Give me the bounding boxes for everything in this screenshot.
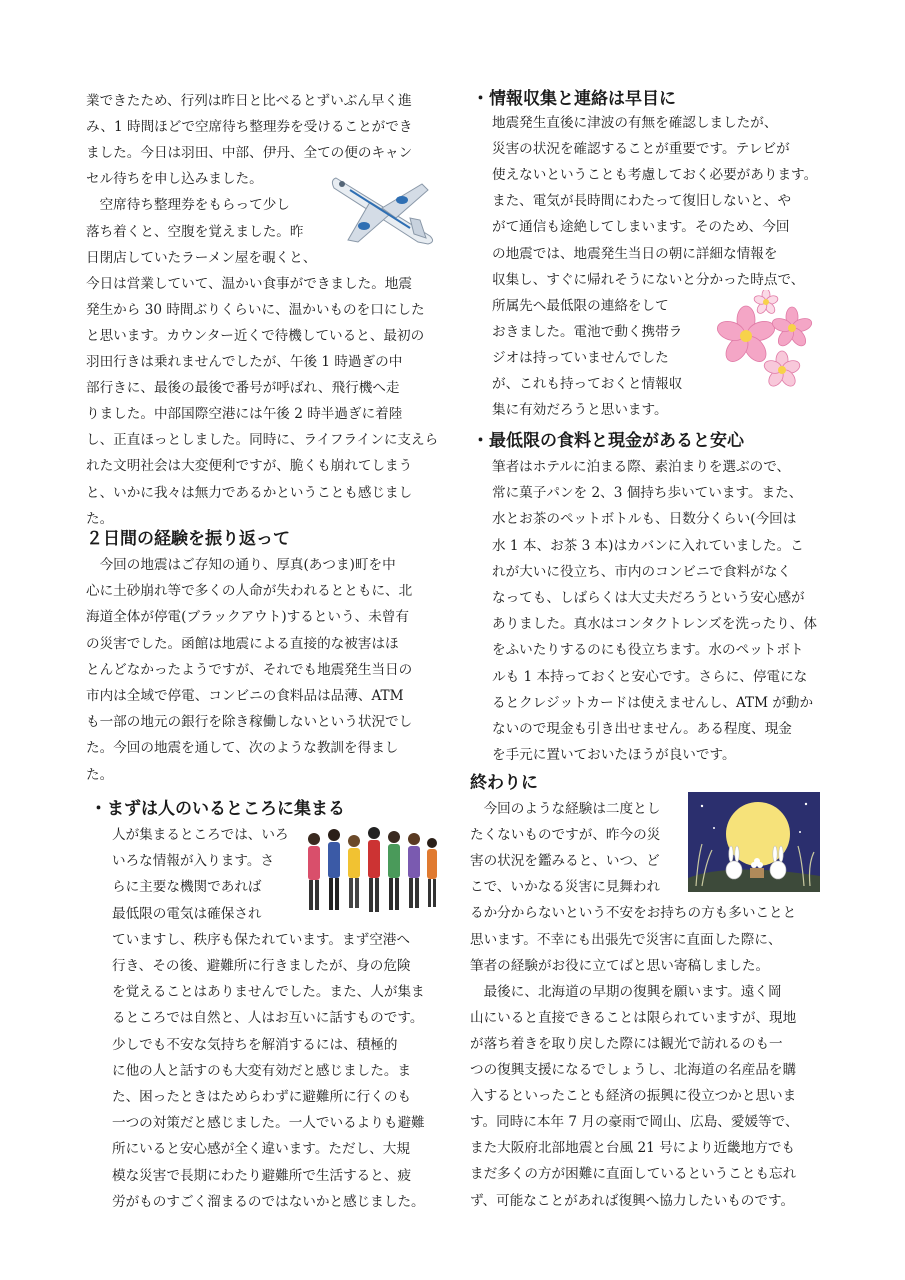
text-line: りました。中部国際空港には午後 2 時半過ぎに着陸	[86, 406, 403, 423]
section-heading-reflection: ２日間の経験を振り返って	[86, 529, 290, 549]
text-line: し、正直ほっとしました。同時に、ライフラインに支えら	[86, 432, 438, 449]
text-line: 害の状況を鑑みると、いつ、ど	[470, 853, 660, 870]
text-line: 常に菓子パンを 2、3 個持ち歩いています。また、	[492, 485, 803, 502]
text-line: ず、可能なことがあれば復興へ協力したいものです。	[470, 1192, 795, 1209]
text-line: 発生から 30 時間ぶりくらいに、温かいものを口にした	[86, 301, 425, 318]
text-line: た。今回の地震を通して、次のような教訓を得まし	[86, 740, 399, 757]
text-line: 日閉店していたラーメン屋を覗くと、	[86, 249, 317, 266]
text-line: が落ち着きを取り戻した際には観光で訪れるのも一	[470, 1035, 783, 1052]
text-line: 一つの対策だと感じました。一人でいるよりも避難	[112, 1115, 425, 1132]
text-line: 使えないということも考慮しておく必要があります。	[492, 167, 818, 184]
text-line: いろな情報が入ります。さ	[112, 853, 275, 870]
text-line: また、電気が長時間にわたって復旧しないと、や	[492, 193, 792, 210]
text-line: 集に有効だろうと思います。	[492, 402, 668, 419]
text-line: 空席待ち整理券をもらって少し	[86, 197, 290, 214]
text-line: ありました。真水はコンタクトレンズを洗ったり、体	[492, 616, 817, 633]
text-line: ていますし、秩序も保たれています。まず空港へ	[112, 931, 410, 948]
text-line: らに主要な機関であれば	[112, 879, 262, 896]
text-line: た、困ったときはためらわずに避難所に行くのも	[112, 1089, 412, 1105]
text-line: を手元に置いておいたほうが良いです。	[492, 747, 736, 764]
text-line: 心に土砂崩れ等で多くの人命が失われるとともに、北	[86, 583, 413, 600]
text-line: 入するといったことも経済の振興に役立つかと思いま	[470, 1088, 797, 1105]
text-line: 所にいると安心感が全く違います。ただし、大規	[112, 1141, 410, 1158]
text-line: 水 1 本、お茶 3 本)はカバンに入れていました。こ	[492, 537, 804, 554]
section-heading-gather: ・まずは人のいるところに集まる	[90, 799, 345, 819]
text-line: 落ち着くと、空腹を覚えました。昨	[86, 223, 304, 240]
text-line: 今回のような経験は二度とし	[470, 801, 661, 817]
text-line: の災害でした。函館は地震による直接的な被害はほ	[86, 635, 399, 652]
text-line: るとクレジットカードは使えませんし、ATM が動か	[492, 694, 814, 711]
text-line: と、いかに我々は無力であるかということも感じまし	[86, 484, 413, 501]
text-line: た。	[86, 766, 114, 783]
text-line: こで、いかなる災害に見舞われ	[470, 879, 661, 896]
text-line: 今日は営業していて、温かい食事ができました。地震	[86, 275, 412, 292]
airplane-illustration	[330, 162, 440, 254]
text-line: が、これも持っておくと情報収	[492, 376, 683, 392]
text-line: おきました。電池で動く携帯ラ	[492, 323, 683, 340]
text-line: み、1 時間ほどで空席待ち整理券を受けることができ	[86, 119, 413, 136]
text-line: を覚えることはありませんでした。また、人が集ま	[112, 984, 425, 1001]
text-line: つの復興支援になるでしょうし、北海道の名産品を購	[470, 1062, 797, 1078]
text-line: た。	[86, 510, 114, 527]
text-line: 今回の地震はご存知の通り、厚真(あつま)町を中	[86, 557, 396, 573]
text-line: れが大いに役立ち、市内のコンビニで食料がなく	[492, 563, 792, 580]
section-heading-info: ・情報収集と連絡は早目に	[472, 89, 676, 109]
section-heading-food: ・最低限の食料と現金があると安心	[472, 431, 744, 451]
text-line: るところでは自然と、人はお互いに話すものです。	[112, 1010, 424, 1027]
text-line: 筆者の経験がお役に立てばと思い寄稿しました。	[470, 957, 770, 974]
text-line: も一部の地元の銀行を除き稼働しないという状況でし	[86, 714, 413, 731]
text-line: 最低限の電気は確保され	[112, 905, 262, 922]
text-line: と思います。カウンター近くで待機していると、最初の	[86, 327, 425, 344]
text-line: 山にいると直接できることは限られていますが、現地	[470, 1009, 797, 1026]
text-line: 少しでも不安な気持ちを解消するには、積極的	[112, 1036, 398, 1053]
text-line: また大阪府北部地震と台風 21 号により近畿地方でも	[470, 1140, 796, 1157]
text-line: なっても、しばらくは大丈夫だろうという安心感が	[492, 590, 805, 606]
text-line: まだ多くの方が困難に直面しているということも忘れ	[470, 1166, 797, 1183]
text-line: がて通信も途絶してしまいます。そのため、今回	[492, 219, 790, 236]
text-line: の地震では、地震発生当日の朝に詳細な情報を	[492, 245, 778, 262]
text-line: 海道全体が停電(ブラックアウト)するという、未曾有	[86, 609, 409, 626]
text-line: ました。今日は羽田、中部、伊丹、全ての便のキャン	[86, 145, 413, 162]
text-line: 地震発生直後に津波の有無を確認しましたが、	[492, 115, 778, 131]
text-line: 筆者はホテルに泊まる際、素泊まりを選ぶので、	[492, 459, 791, 475]
text-line: 行き、その後、避難所に行きましたが、身の危険	[112, 958, 411, 974]
text-line: 労がものすごく溜まるのではないかと感じました。	[112, 1193, 425, 1210]
moon-rabbits-illustration	[688, 792, 820, 892]
text-line: 部行きに、最後の最後で番号が呼ばれ、飛行機へ走	[86, 380, 400, 397]
text-line: に他の人と話すのも大変有効だと感じました。ま	[112, 1062, 412, 1079]
text-line: 収集し、すぐに帰れそうにないと分かった時点で、	[492, 271, 805, 288]
text-line: 市内は全域で停電、コンビニの食料品は品薄、ATM	[86, 688, 404, 704]
text-line: をふいたりするのにも役立ちます。水のペットボト	[492, 642, 804, 659]
text-line: 最後に、北海道の早期の復興を願います。遠く岡	[470, 983, 782, 1000]
text-line: るか分からないという不安をお持ちの方も多いことと	[470, 905, 797, 922]
section-heading-closing: 終わりに	[470, 773, 538, 793]
text-line: たくないものですが、昨今の災	[470, 827, 661, 844]
text-line: 模な災害で長期にわたり避難所で生活すると、疲	[112, 1167, 412, 1184]
text-line: ルも 1 本持っておくと安心です。さらに、停電にな	[492, 668, 808, 685]
text-line: 所属先へ最低限の連絡をして	[492, 297, 669, 314]
text-line: す。同時に本年 7 月の豪雨で岡山、広島、愛媛等で、	[470, 1114, 799, 1131]
text-line: 人が集まるところでは、いろ	[112, 827, 289, 843]
text-line: 羽田行きは乗れませんでしたが、午後 1 時過ぎの中	[86, 354, 403, 370]
text-line: セル待ちを申し込みました。	[86, 171, 263, 188]
text-line: ないので現金も引き出せません。ある程度、現金	[492, 721, 792, 737]
text-line: とんどなかったようですが、それでも地震発生当日の	[86, 661, 413, 678]
text-line: 災害の状況を確認することが重要です。テレビが	[492, 141, 790, 158]
text-line: 業できたため、行列は昨日と比べるとずいぶん早く進	[86, 93, 412, 109]
text-line: 水とお茶のペットボトルも、日数分くらい(今回は	[492, 511, 797, 528]
text-line: ジオは持っていませんでした	[492, 349, 669, 366]
people-illustration	[300, 825, 440, 917]
text-line: れた文明社会は大変便利ですが、脆くも崩れてしまう	[86, 458, 413, 475]
flowers-illustration	[708, 290, 820, 394]
text-line: 思います。不幸にも出張先で災害に直面した際に、	[470, 931, 782, 948]
